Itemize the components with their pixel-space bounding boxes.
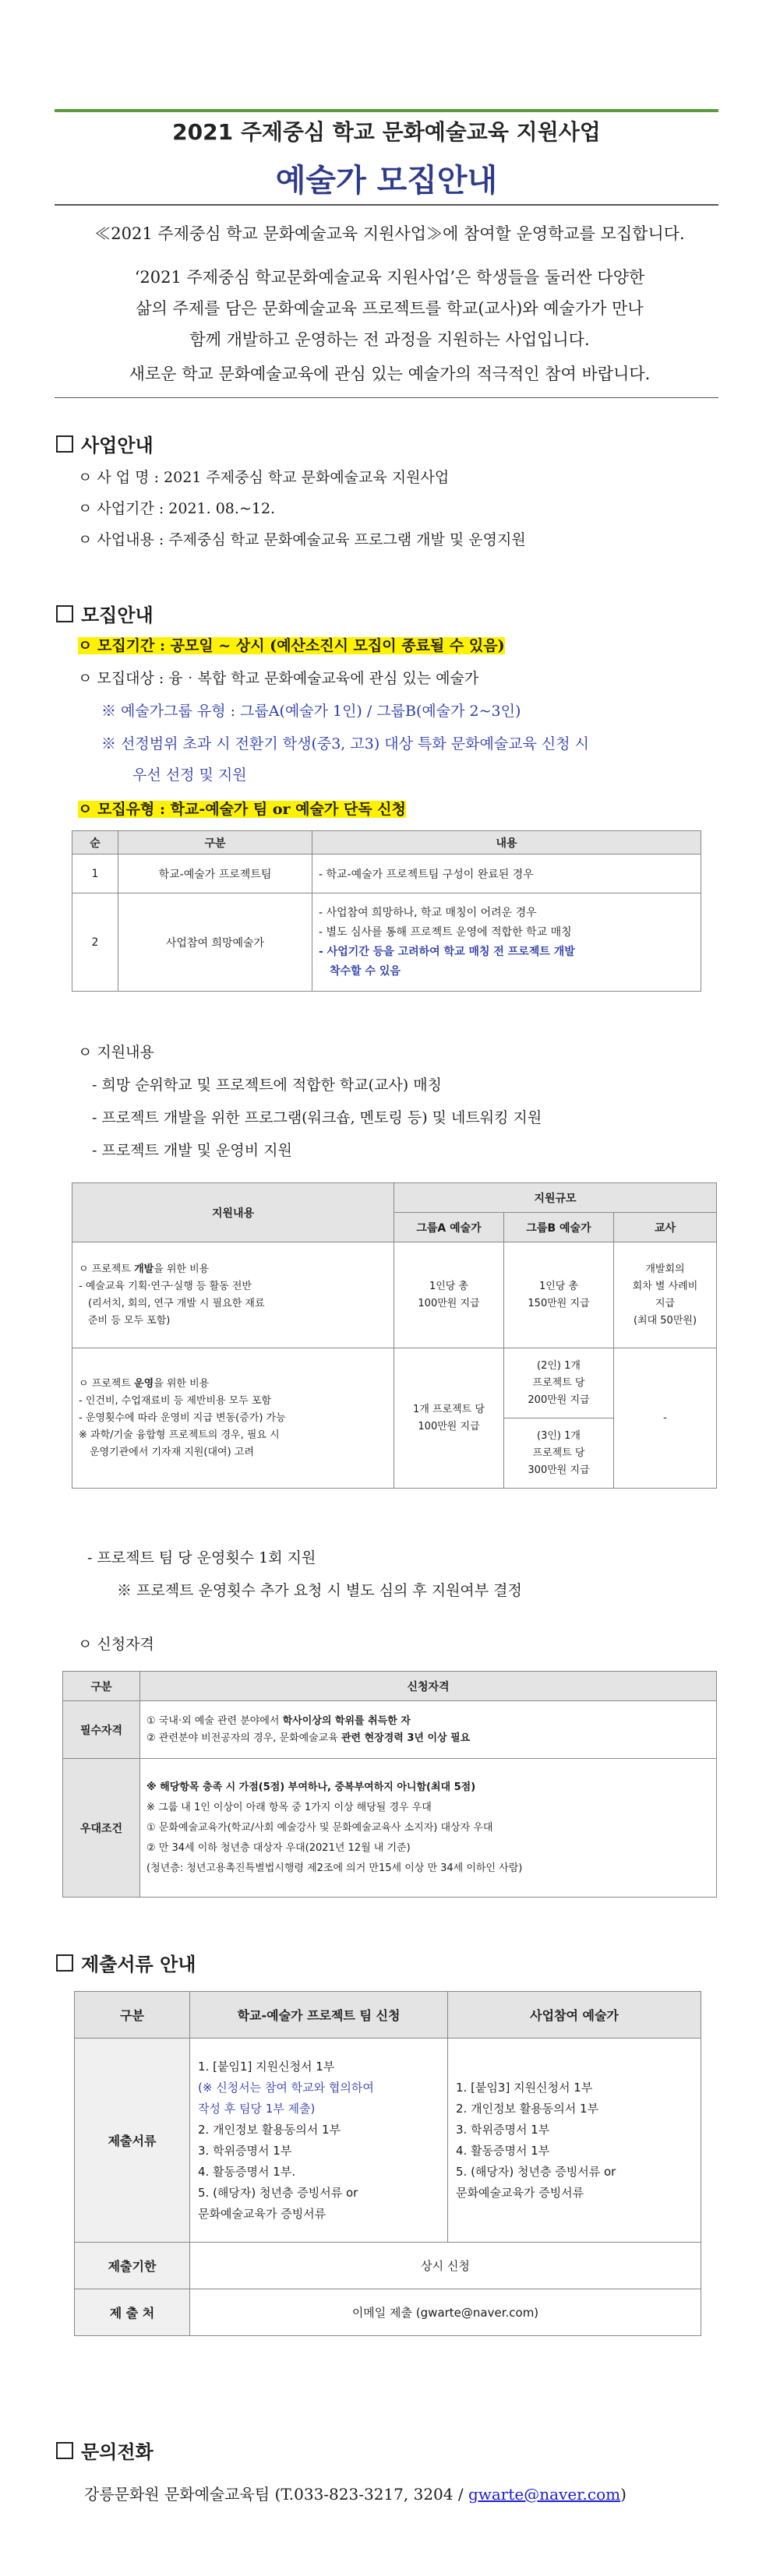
recruit-priority-note-line-1: ※ 선정범위 초과 시 전환기 학생(중3, 고3) 대상 특화 문화예술교육 신청 시 bbox=[101, 735, 590, 752]
contact-line bbox=[84, 2482, 627, 2504]
table-cell-line: ※ 그룹 내 1인 이상이 아래 항목 중 1가지 이상 해당될 경우 우대 bbox=[146, 1801, 432, 1813]
table-cell-line: 작성 후 팀당 1부 제출) bbox=[198, 2101, 316, 2116]
table-cell-line: 개발회의 bbox=[645, 1263, 685, 1275]
contact-text: 강릉문화원 문화예술교육팀 (T.033-823-3217, 3204 / bbox=[84, 2485, 468, 2504]
table-cell bbox=[140, 1701, 717, 1759]
table-cell bbox=[614, 1242, 717, 1348]
table-cell-line: 100만원 지급 bbox=[418, 1297, 480, 1309]
recruit-group-note: ※ 예술가그룹 유형 : 그룹A(예술가 1인) / 그룹B(예술가 2~3인) bbox=[101, 703, 521, 720]
page-subtitle: 예술가 모집안내 bbox=[275, 163, 498, 199]
table-cell-line bbox=[79, 1376, 387, 1393]
header-bottom-rule bbox=[55, 204, 718, 206]
table-cell: 2 bbox=[72, 893, 118, 992]
table-cell-line: (3인) 1개 bbox=[537, 1429, 581, 1442]
section-business bbox=[56, 430, 154, 457]
table-cell-line: 1. [붙임1] 지원신청서 1부 bbox=[198, 2059, 335, 2074]
table-header: 지원내용 bbox=[72, 1183, 394, 1242]
section-recruit bbox=[56, 600, 154, 627]
checkbox-square-icon bbox=[56, 435, 73, 453]
table-cell: - bbox=[614, 1348, 717, 1489]
text-bold: 관련 현장경력 3년 이상 필요 bbox=[341, 1732, 471, 1744]
table-cell-line: 준비 등 모두 포함) bbox=[88, 1314, 171, 1327]
table-header: 그룹A 예술가 bbox=[394, 1213, 504, 1242]
table-header: 순 bbox=[72, 831, 118, 855]
table-cell-line: 2. 개인정보 활용동의서 1부 bbox=[456, 2101, 599, 2116]
table-row bbox=[72, 855, 701, 893]
page-title: 2021 주제중심 학교 문화예술교육 지원사업 bbox=[172, 119, 601, 145]
support-item: - 프로젝트 개발을 위한 프로그램(워크숍, 멘토링 등) 및 네트워킹 지원 bbox=[92, 1109, 542, 1126]
table-cell-line: 1인당 총 bbox=[429, 1280, 469, 1292]
table-cell-line: - 사업기간 등을 고려하여 학교 매칭 전 프로젝트 개발 bbox=[319, 945, 575, 958]
table-cell bbox=[504, 1242, 614, 1348]
table-row bbox=[75, 2243, 701, 2289]
table-cell-line: 300만원 지급 bbox=[528, 1464, 590, 1476]
table-cell: 우대조건 bbox=[63, 1759, 140, 1898]
section-contact bbox=[56, 2437, 154, 2464]
table-cell: 1 bbox=[72, 855, 118, 893]
table-cell-line: ※ 해당항목 충족 시 가점(5점) 부여하나, 중복부여하지 아니함(최대 5점) bbox=[146, 1781, 476, 1793]
table-cell-line: 4. 활동증명서 1부 bbox=[456, 2143, 550, 2158]
table-cell-line: 문화예술교육가 증빙서류 bbox=[198, 2206, 326, 2221]
table-cell bbox=[504, 1348, 614, 1418]
table-cell-line: - 별도 심사를 통해 프로젝트 운영에 적합한 학교 매칭 bbox=[319, 925, 572, 939]
table-cell-line: 운영기관에서 기자재 지원(대여) 고려 bbox=[90, 1446, 254, 1458]
support-table bbox=[72, 1182, 717, 1489]
header-top-rule bbox=[55, 109, 718, 112]
checkbox-square-icon bbox=[56, 605, 73, 622]
table-cell-line: - 인건비, 수업재료비 등 제반비용 모두 포함 bbox=[79, 1394, 272, 1407]
table-cell-line: 3. 학위증명서 1부 bbox=[198, 2143, 292, 2158]
support-item: - 프로젝트 개발 및 운영비 지원 bbox=[92, 1142, 292, 1159]
table-cell-line: 2. 개인정보 활용동의서 1부 bbox=[198, 2122, 341, 2137]
table-cell-line: 프로젝트 당 bbox=[532, 1376, 585, 1389]
table-header: 신청자격 bbox=[140, 1672, 717, 1701]
recruit-period: ㅇ 모집기간 : 공모일 ~ 상시 (예산소진시 모집이 종료될 수 있음) bbox=[78, 637, 505, 654]
documents-table bbox=[74, 1991, 701, 2336]
table-cell: 사업참여 희망예술가 bbox=[118, 893, 312, 992]
table-cell-line: (※ 신청서는 참여 학교와 협의하여 bbox=[198, 2080, 374, 2095]
table-header: 내용 bbox=[312, 831, 701, 855]
table-cell-line: 5. (해당자) 청년층 증빙서류 or bbox=[456, 2164, 616, 2179]
support-after-line-2: ※ 프로젝트 운영횟수 추가 요청 시 별도 심의 후 지원여부 결정 bbox=[117, 1582, 522, 1599]
text: ② 관련분야 비전공자의 경우, 문화예술교육 bbox=[146, 1732, 341, 1744]
table-cell bbox=[72, 1348, 394, 1489]
text: ㅇ 프로젝트 bbox=[79, 1377, 135, 1390]
table-cell-line: 200만원 지급 bbox=[528, 1394, 590, 1406]
table-cell-line: 지급 bbox=[655, 1297, 676, 1309]
recruit-type: ㅇ 모집유형 : 학교-예술가 팀 or 예술가 단독 신청 bbox=[78, 801, 406, 818]
table-cell: 제출서류 bbox=[75, 2039, 190, 2243]
intro-paragraph-3: 새로운 학교 문화예술교육에 관심 있는 예술가의 적극적인 참여 바랍니다. bbox=[129, 365, 651, 383]
intro-paragraph-1: ≪2021 주제중심 학교 문화예술교육 지원사업≫에 참여할 운영학교를 모집합니다. bbox=[94, 224, 685, 243]
table-cell bbox=[190, 2039, 448, 2243]
support-after-line-1: - 프로젝트 팀 당 운영횟수 1회 지원 bbox=[87, 1549, 316, 1566]
support-item: - 희망 순위학교 및 프로젝트에 적합한 학교(교사) 매칭 bbox=[92, 1077, 442, 1094]
recruit-priority-note-line-2: 우선 선정 및 지원 bbox=[132, 766, 247, 784]
contact-email-link[interactable]: gwarte@naver.com bbox=[468, 2485, 621, 2504]
table-header: 그룹B 예술가 bbox=[504, 1213, 614, 1242]
table-cell-line: ※ 과학/기술 융합형 프로젝트의 경우, 필요 시 bbox=[79, 1429, 280, 1441]
table-cell bbox=[72, 1242, 394, 1348]
table-cell-line: 착수할 수 있음 bbox=[330, 964, 401, 978]
table-cell: 상시 신청 bbox=[190, 2243, 701, 2289]
table-cell-line: - 사업참여 희망하나, 학교 매칭이 어려운 경우 bbox=[319, 906, 537, 919]
text: 을 위한 비용 bbox=[154, 1377, 210, 1390]
table-cell-line: 회차 별 사례비 bbox=[632, 1280, 698, 1292]
table-cell-line: 150만원 지급 bbox=[528, 1297, 590, 1309]
intro-bottom-rule bbox=[55, 397, 718, 398]
table-cell-line bbox=[146, 1713, 710, 1730]
support-title: ㅇ 지원내용 bbox=[78, 1044, 154, 1061]
table-header: 학교-예술가 프로젝트 팀 신청 bbox=[190, 1992, 448, 2039]
table-cell bbox=[394, 1242, 504, 1348]
table-row bbox=[72, 1348, 717, 1418]
table-cell-line bbox=[146, 1730, 710, 1747]
section-recruit-title: 모집안내 bbox=[81, 604, 154, 626]
business-item-name: ㅇ 사 업 명 : 2021 주제중심 학교 문화예술교육 지원사업 bbox=[78, 469, 450, 486]
table-cell-line: - 운영횟수에 따라 운영비 지급 변동(증가) 가능 bbox=[79, 1411, 286, 1424]
table-row bbox=[63, 1759, 717, 1898]
text: ① 국내‧외 예술 관련 분야에서 bbox=[146, 1714, 283, 1727]
intro-paragraph-2-line-1: ‘2021 주제중심 학교문화예술교육 지원사업’은 학생들을 둘러싼 다양한 bbox=[134, 268, 645, 287]
table-cell-line: 4. 활동증명서 1부. bbox=[198, 2164, 296, 2179]
table-cell-line: 프로젝트 당 bbox=[532, 1447, 585, 1459]
table-cell: 제 출 처 bbox=[75, 2289, 190, 2336]
intro-paragraph-2-line-3: 함께 개발하고 운영하는 전 과정을 지원하는 사업입니다. bbox=[189, 330, 590, 349]
table-cell-line: 100만원 지급 bbox=[418, 1420, 480, 1432]
recruit-type-table bbox=[72, 830, 701, 992]
table-cell-line: - 예술교육 기획‧연구‧실행 등 활동 전반 bbox=[79, 1280, 252, 1292]
table-cell-line: ② 만 34세 이하 청년층 대상자 우대(2021년 12월 내 기준) bbox=[146, 1841, 411, 1854]
table-cell-line: (리서치, 회의, 연구 개발 시 필요한 재료 bbox=[88, 1297, 265, 1309]
table-cell bbox=[394, 1348, 504, 1489]
section-contact-title: 문의전화 bbox=[81, 2441, 154, 2463]
table-header: 지원규모 bbox=[394, 1183, 717, 1213]
section-docs-title: 제출서류 안내 bbox=[81, 1954, 196, 1975]
table-cell-line: 3. 학위증명서 1부 bbox=[456, 2122, 550, 2137]
recruit-target: ㅇ 모집대상 : 융‧복합 학교 문화예술교육에 관심 있는 예술가 bbox=[78, 670, 479, 687]
checkbox-square-icon bbox=[56, 1954, 73, 1972]
table-cell-line: 1. [붙임3] 지원신청서 1부 bbox=[456, 2080, 593, 2095]
contact-text: ) bbox=[620, 2485, 627, 2504]
table-cell: 제출기한 bbox=[75, 2243, 190, 2289]
table-cell-line: (2인) 1개 bbox=[537, 1359, 581, 1372]
table-row bbox=[72, 893, 701, 992]
checkbox-square-icon bbox=[56, 2442, 73, 2459]
table-header: 구분 bbox=[75, 1992, 190, 2039]
table-cell bbox=[448, 2039, 701, 2243]
section-business-title: 사업안내 bbox=[81, 435, 154, 456]
table-row bbox=[75, 2289, 701, 2336]
business-item-period: ㅇ 사업기간 : 2021. 08.~12. bbox=[78, 500, 276, 517]
text-bold: 개발 bbox=[134, 1263, 154, 1275]
business-item-content: ㅇ 사업내용 : 주제중심 학교 문화예술교육 프로그램 개발 및 운영지원 bbox=[78, 531, 526, 548]
table-header: 사업참여 예술가 bbox=[448, 1992, 701, 2039]
table-row bbox=[75, 2039, 701, 2243]
qual-title: ㅇ 신청자격 bbox=[78, 1636, 154, 1653]
table-cell: 필수자격 bbox=[63, 1701, 140, 1759]
table-cell-line: 1개 프로젝트 당 bbox=[413, 1403, 485, 1415]
table-cell bbox=[312, 893, 701, 992]
table-cell-line: (청년층: 청년고용촉진특별법시행령 제2조에 의거 만15세 이상 만 34세 이하인 사람) bbox=[146, 1862, 523, 1874]
text-bold: 학사이상의 학위를 취득한 자 bbox=[282, 1714, 411, 1727]
table-cell bbox=[504, 1418, 614, 1489]
table-cell-line: (최대 50만원) bbox=[633, 1314, 697, 1327]
table-header: 구분 bbox=[118, 831, 312, 855]
text: ㅇ 프로젝트 bbox=[79, 1263, 135, 1275]
table-cell-line: 5. (해당자) 청년층 증빙서류 or bbox=[198, 2185, 358, 2200]
qualification-table bbox=[62, 1671, 717, 1898]
table-cell-line: 문화예술교육가 증빙서류 bbox=[456, 2185, 584, 2200]
table-cell-line: 1인당 총 bbox=[538, 1280, 579, 1292]
table-cell bbox=[140, 1759, 717, 1898]
table-cell: - 학교-예술가 프로젝트팀 구성이 완료된 경우 bbox=[312, 855, 701, 893]
table-cell: 학교-예술가 프로젝트팀 bbox=[118, 855, 312, 893]
table-cell: 이메일 제출 (gwarte@naver.com) bbox=[190, 2289, 701, 2336]
table-header: 교사 bbox=[614, 1213, 717, 1242]
table-row bbox=[63, 1701, 717, 1759]
table-header: 구분 bbox=[63, 1672, 140, 1701]
section-docs bbox=[56, 1949, 196, 1976]
text-bold: 운영 bbox=[134, 1377, 154, 1390]
table-cell-line: ① 문화예술교육가(학교/사회 예술강사 및 문화예술교육사 소지자) 대상자 우대 bbox=[146, 1821, 493, 1834]
text: 을 위한 비용 bbox=[154, 1263, 210, 1275]
table-cell-line bbox=[79, 1261, 387, 1278]
intro-paragraph-2-line-2: 삶의 주제를 담은 문화예술교육 프로젝트를 학교(교사)와 예술가가 만나 bbox=[136, 299, 644, 318]
table-row bbox=[72, 1242, 717, 1348]
